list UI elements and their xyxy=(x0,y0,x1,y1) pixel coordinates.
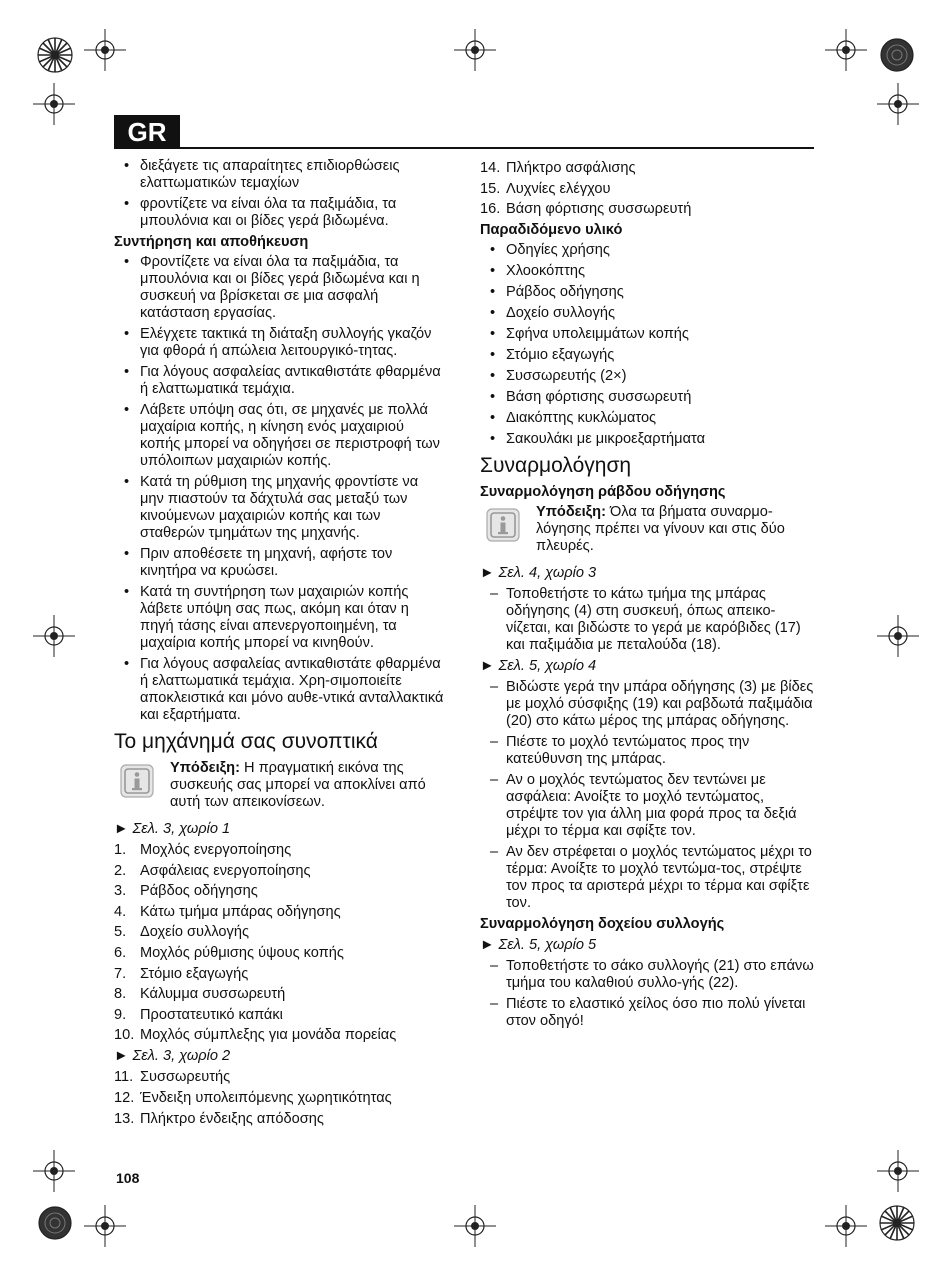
crosshair-bottom-center-icon xyxy=(454,1205,496,1247)
list-item: • Χλοοκόπτης xyxy=(480,263,820,280)
list-item: • διεξάγετε τις απαραίτητες επιδιορθώσεις ελαττωματικών τεμαχίων xyxy=(114,158,444,192)
maintenance-heading: Συντήρηση και αποθήκευση xyxy=(114,234,309,250)
list-item: • Ράβδος οδήγησης xyxy=(480,284,820,301)
language-badge: GR xyxy=(114,115,180,149)
list-item: • Διακόπτης κυκλώματος xyxy=(480,410,820,427)
item-text: Πλήκτρο ασφάλισης xyxy=(506,160,636,176)
list-item: • Φροντίζετε να είναι όλα τα παξιμάδια, τα μπουλόνια και οι βίδες γερά βιδωμένα και η συσκευή να βρίσκεται σε μια ασφαλή κατάσταση εργασίας. xyxy=(114,254,444,322)
crosshair-right-lower-icon xyxy=(877,1150,919,1192)
list-item: • Στόμιο εξαγωγής xyxy=(480,347,820,364)
item-number: 7. xyxy=(114,965,127,982)
registration-mark-top-right-circle-icon xyxy=(877,35,917,75)
right-column xyxy=(480,160,820,1034)
list-item xyxy=(114,883,444,900)
item-number: 4. xyxy=(114,903,127,920)
list-item: • Για λόγους ασφαλείας αντικαθιστάτε φθαρμένα ή ελαττωματικά τεμάχια. Χρη-σιμοποιείτε αποκλειστικά και μόνο αυθε-ντικά ανταλλακτικά και εξαρτήματα. xyxy=(114,656,444,724)
step-item: – Τοποθετήστε το σάκο συλλογής (21) στο επάνω τμήμα του καλαθιού συλλο-γής (22). xyxy=(480,958,820,992)
list-item: • Κατά τη ρύθμιση της μηχανής φροντίστε να μην πιαστούν τα δάχτυλά σας μεταξύ των κινούμενων μαχαιριών κοπής και των σταθερών τμημάτων της μηχανής. xyxy=(114,474,444,542)
parts-list xyxy=(114,842,444,1044)
list-item: • Κατά τη συντήρηση των μαχαιριών κοπής λάβετε υπόψη σας πως, ακόμη και όταν η πηγή τάσης είναι απενεργοποιημένη, τα μαχαίρια κοπής μπορεί να κινηθούν. xyxy=(114,584,444,652)
item-number: 5. xyxy=(114,924,127,941)
page-number: 108 xyxy=(116,1170,140,1186)
list-item xyxy=(114,1027,444,1044)
item-text: Μοχλός ενεργοποίησης xyxy=(140,842,292,858)
item-text: Πλήκτρο ένδειξης απόδοσης xyxy=(140,1110,324,1127)
item-number: 3. xyxy=(114,883,127,900)
item-text: Ένδειξη υπολειπόμενης χωρητικότητας xyxy=(140,1089,392,1106)
note-text xyxy=(170,760,444,811)
crosshair-bottom-right-icon xyxy=(825,1205,867,1247)
figure-reference: ► Σελ. 3, χωρίο 2 xyxy=(114,1048,231,1065)
item-text: Βάση φόρτισης συσσωρευτή xyxy=(506,201,692,218)
list-item: • Λάβετε υπόψη σας ότι, σε μηχανές με πολλά μαχαίρια κοπής, η κίνηση ενός μαχαιριού κοπής μπορεί να οδηγήσει σε περιστροφή των υπόλοιπων μαχαιριών κοπής. xyxy=(114,402,444,470)
parts-list xyxy=(114,1069,444,1127)
item-text: Ράβδος οδήγησης xyxy=(140,883,258,900)
guide-assembly-heading: Συναρμολόγηση ράβδου οδήγησης xyxy=(480,484,726,501)
intro-bullet-list xyxy=(114,158,444,230)
info-icon xyxy=(120,764,154,798)
step-item: – Πιέστε το μοχλό τεντώματος προς την κατεύθυνση της μπάρας. xyxy=(480,734,820,768)
item-text: Λυχνίες ελέγχου xyxy=(506,180,611,197)
item-number: 1. xyxy=(114,842,127,858)
item-text: Συσσωρευτής xyxy=(140,1069,231,1086)
list-item xyxy=(114,1007,444,1024)
registration-mark-bottom-right-circle-icon xyxy=(877,1203,917,1243)
list-item xyxy=(114,945,444,962)
crosshair-left-lower-icon xyxy=(33,1150,75,1192)
item-number: 2. xyxy=(114,862,127,879)
item-text: Μοχλός σύμπλεξης για μονάδα πορείας xyxy=(140,1027,397,1044)
item-number: 6. xyxy=(114,944,127,961)
registration-mark-bottom-left-circle-icon xyxy=(35,1203,75,1243)
list-item xyxy=(114,1069,444,1086)
note-body: Όλα τα βήματα συναρμο-λόγησης πρέπει να γίνουν και στις δύο πλευρές. xyxy=(536,504,785,555)
item-text: Κάλυμμα συσσωρευτή xyxy=(140,986,286,1003)
step-item: – Πιέστε το ελαστικό χείλος όσο πιο πολύ γίνεται στον οδηγό! xyxy=(480,996,820,1030)
list-item: • Για λόγους ασφαλείας αντικαθιστάτε φθαρμένα ή ελαττωματικά τεμάχια. xyxy=(114,364,444,398)
list-item xyxy=(114,924,444,941)
header-rule xyxy=(114,147,814,149)
item-text: Προστατευτικό καπάκι xyxy=(140,1006,283,1023)
item-number: 8. xyxy=(114,986,127,1003)
list-item xyxy=(114,966,444,983)
crosshair-top-right-icon xyxy=(825,29,867,71)
maintenance-bullet-list xyxy=(114,254,444,724)
crosshair-right-middle-icon xyxy=(877,615,919,657)
item-number: 14. xyxy=(480,160,501,176)
step-item: – Αν ο μοχλός τεντώματος δεν τεντώνει με ασφάλεια: Ανοίξτε το μοχλό τεντώματος, στρέψτε τον για άλλη μια φορά προς τα δεξιά μέχρι το τέρμα και σφίξτε τον. xyxy=(480,772,820,840)
registration-mark-top-left-circle-icon xyxy=(35,35,75,75)
item-number: 16. xyxy=(480,201,501,218)
item-number: 12. xyxy=(114,1089,135,1106)
crosshair-right-upper-icon xyxy=(877,83,919,125)
crosshair-top-left-icon xyxy=(84,29,126,71)
item-text: Κάτω τμήμα μπάρας οδήγησης xyxy=(140,903,341,920)
list-item xyxy=(114,1111,444,1128)
supplied-heading: Παραδιδόμενο υλικό xyxy=(480,222,623,239)
overview-heading: Το μηχάνημά σας συνοπτικά xyxy=(114,730,378,753)
list-item: • Ελέγχετε τακτικά τη διάταξη συλλογής γκαζόν για φθορά ή απώλεια λειτουργικό-τητας. xyxy=(114,326,444,360)
item-number: 11. xyxy=(114,1069,134,1086)
item-number: 10. xyxy=(114,1027,135,1044)
parts-list xyxy=(480,160,820,218)
list-item: • Σακουλάκι με μικροεξαρτήματα xyxy=(480,431,820,448)
note-label: Υπόδειξη: xyxy=(170,760,240,776)
figure-reference: ► Σελ. 5, χωρίο 4 xyxy=(480,658,597,675)
item-text: Μοχλός ρύθμισης ύψους κοπής xyxy=(140,944,344,961)
list-item xyxy=(114,986,444,1003)
item-text: Στόμιο εξαγωγής xyxy=(140,965,249,982)
item-number: 9. xyxy=(114,1006,127,1023)
list-item xyxy=(480,201,820,218)
note-label: Υπόδειξη: xyxy=(536,504,606,521)
figure-reference: ► Σελ. 4, χωρίο 3 xyxy=(480,565,597,582)
step-item: – Αν δεν στρέφεται ο μοχλός τεντώματος μέχρι το τέρμα: Ανοίξτε το μοχλό τεντώμα-τος, στρέψτε τον προς τα αριστερά μέχρι το τέρμα και σφίξτε τον. xyxy=(480,844,820,912)
list-item: • Πριν αποθέσετε τη μηχανή, αφήστε τον κινητήρα να κρυώσει. xyxy=(114,546,444,580)
crosshair-left-upper-icon xyxy=(33,83,75,125)
crosshair-bottom-left-icon xyxy=(84,1205,126,1247)
list-item: • Συσσωρευτής (2×) xyxy=(480,368,820,385)
guide-note xyxy=(480,504,820,555)
list-item xyxy=(114,863,444,880)
list-item: • Βάση φόρτισης συσσωρευτή xyxy=(480,389,820,406)
crosshair-left-middle-icon xyxy=(33,615,75,657)
list-item: • Οδηγίες χρήσης xyxy=(480,242,820,259)
list-item: • Δοχείο συλλογής xyxy=(480,305,820,322)
list-item xyxy=(480,160,820,177)
figure-reference: ► Σελ. 5, χωρίο 5 xyxy=(480,937,597,954)
list-item: • φροντίζετε να είναι όλα τα παξιμάδια, τα μπουλόνια και οι βίδες γερά βιδωμένα. xyxy=(114,196,444,230)
list-item xyxy=(480,181,820,198)
step-item: – Τοποθετήστε το κάτω τμήμα της μπάρας οδήγησης (4) στη συσκευή, όπως απεικο-νίζεται, και βιδώστε το γερά με καρόβιδες (17) και παξιμάδια με πεταλούδα (18). xyxy=(480,586,820,654)
note-text xyxy=(536,504,820,555)
crosshair-top-center-icon xyxy=(454,29,496,71)
step-list xyxy=(480,679,820,912)
list-item xyxy=(114,1090,444,1107)
supplied-list xyxy=(480,242,820,448)
item-text: Δοχείο συλλογής xyxy=(140,924,249,941)
step-item: – Βιδώστε γερά την μπάρα οδήγησης (3) με βίδες με μοχλό σύσφιξης (19) και ραβδωτά παξιμάδια (20) στο κάτω μέρος της μπάρας οδήγησης. xyxy=(480,679,820,730)
figure-reference: ► Σελ. 3, χωρίο 1 xyxy=(114,821,231,837)
list-item xyxy=(114,842,444,859)
left-column xyxy=(114,158,444,1131)
step-list xyxy=(480,586,820,654)
note-body: Η πραγματική εικόνα της συσκευής σας μπορεί να αποκλίνει από αυτή των απεικονίσεων. xyxy=(170,760,426,810)
bag-assembly-heading: Συναρμολόγηση δοχείου συλλογής xyxy=(480,916,725,933)
overview-note xyxy=(114,760,444,811)
item-number: 13. xyxy=(114,1110,135,1127)
list-item xyxy=(114,904,444,921)
assembly-heading: Συναρμολόγηση xyxy=(480,454,632,478)
item-text: Ασφάλειας ενεργοποίησης xyxy=(140,862,311,879)
info-icon xyxy=(486,508,520,542)
step-list xyxy=(480,958,820,1030)
list-item: • Σφήνα υπολειμμάτων κοπής xyxy=(480,326,820,343)
item-number: 15. xyxy=(480,180,501,197)
